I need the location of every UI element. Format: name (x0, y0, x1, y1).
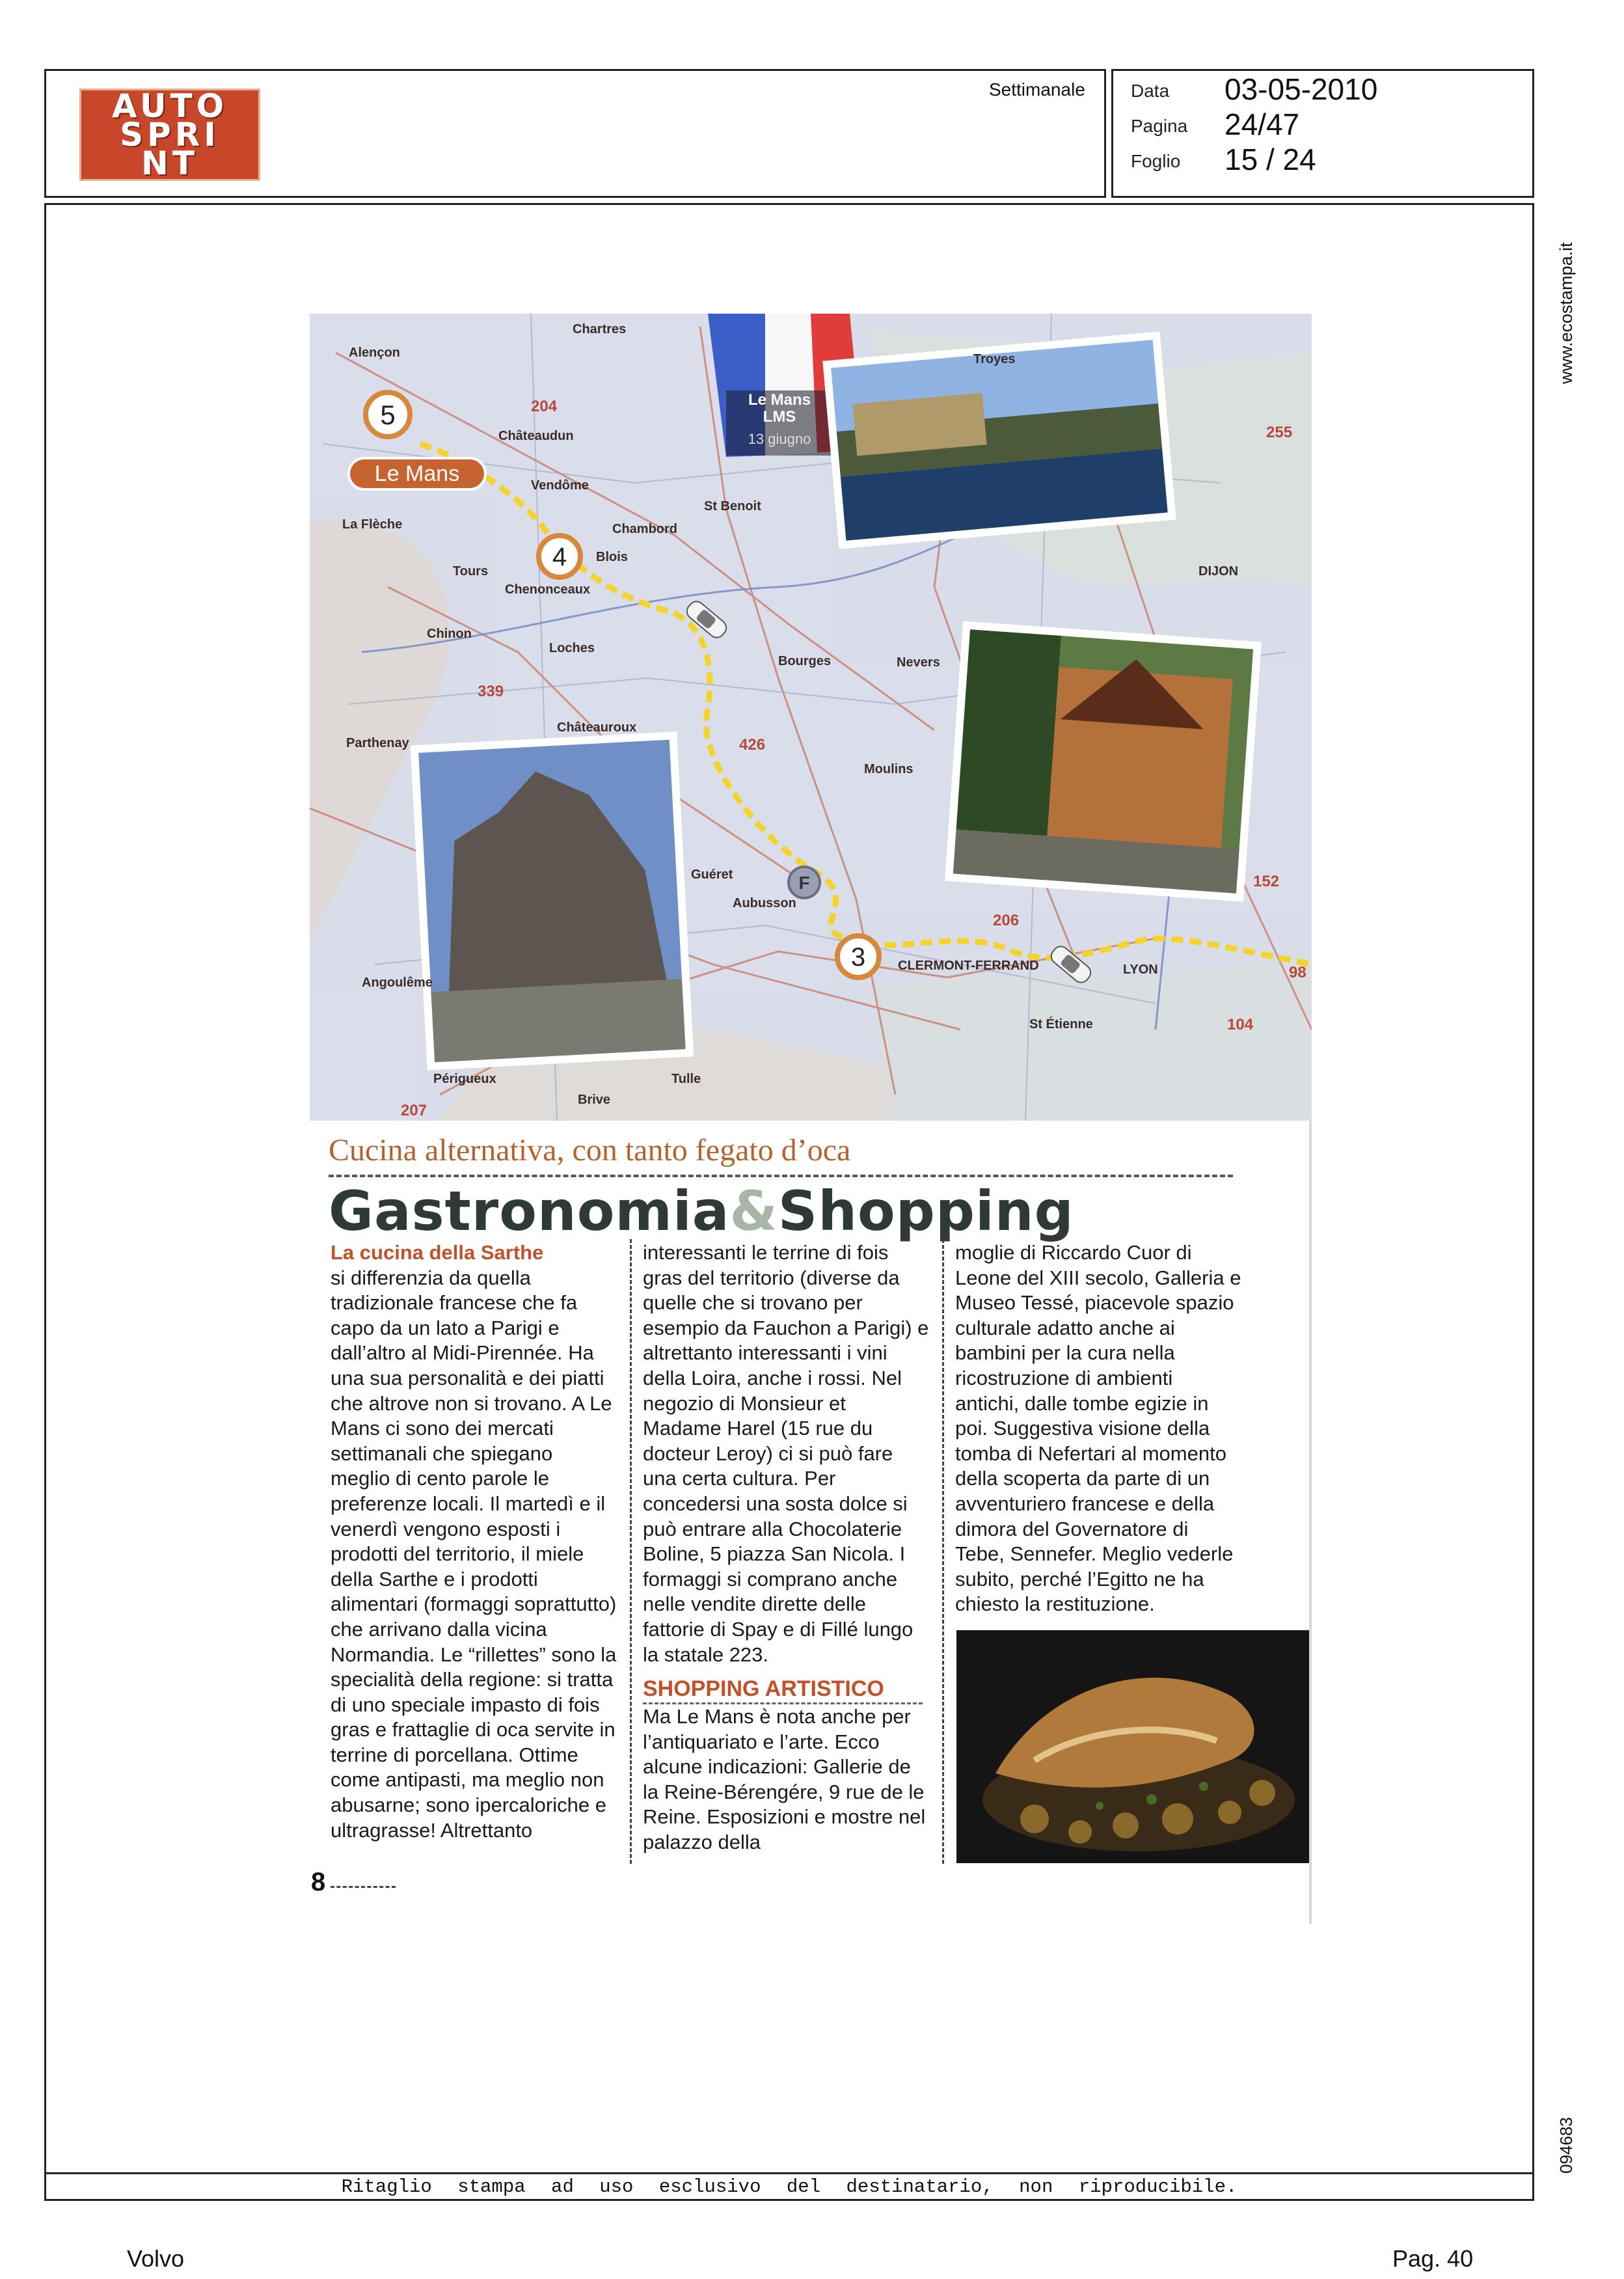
town-chateauroux: Châteauroux (557, 720, 637, 735)
route-map (310, 314, 1312, 1121)
headline-ampersand: & (729, 1179, 778, 1243)
road-104: 104 (1227, 1016, 1254, 1033)
town-aubusson: Aubusson (733, 896, 796, 910)
sheet-label: Foglio (1131, 151, 1181, 171)
f-marker (789, 867, 820, 898)
footer-client: Volvo (127, 2245, 185, 2272)
road-339: 339 (478, 683, 504, 700)
svg-text:F: F (798, 873, 810, 893)
town-chambord: Chambord (612, 522, 677, 536)
marker-5 (366, 392, 410, 437)
town-clermont-ferrand: CLERMONT-FERRAND (898, 959, 1039, 973)
footer-page: Pag. 40 (1392, 2245, 1474, 2272)
disclaimer-divider (44, 2172, 1534, 2174)
town-brive: Brive (578, 1093, 611, 1107)
town-gueret: Guéret (691, 867, 733, 882)
town-la-fleche: La Flèche (342, 517, 403, 532)
road-207: 207 (401, 1102, 427, 1119)
flag-title-line1: Le Mans (748, 391, 811, 409)
town-troyes: Troyes (973, 352, 1016, 366)
town-parthenay: Parthenay (346, 736, 409, 750)
sheet-value: 15 / 24 (1225, 143, 1316, 176)
article-column-2 (643, 1240, 929, 1855)
svg-text:Le Mans: Le Mans (374, 461, 460, 486)
cathedral-photo (411, 731, 694, 1071)
column-divider-2 (942, 1239, 944, 1864)
town-angouleme: Angoulême (362, 976, 433, 990)
headline-part-2: Shopping (778, 1179, 1074, 1243)
town-dijon: DIJON (1198, 564, 1239, 579)
town-vendome: Vendôme (531, 478, 589, 493)
town-blois: Blois (596, 550, 628, 564)
svg-text:3: 3 (850, 943, 866, 972)
date-value: 03-05-2010 (1225, 72, 1378, 106)
town-chateaudun: Châteaudun (498, 429, 574, 443)
marker-3 (837, 936, 879, 977)
page-label: Pagina (1131, 116, 1188, 136)
logo-line-3: NT (141, 144, 198, 182)
page-number-rule (331, 1886, 396, 1888)
article-edge (1309, 1121, 1312, 1924)
town-st-etienne: St Étienne (1029, 1017, 1093, 1031)
article-headline (329, 1179, 1074, 1243)
road-206: 206 (993, 912, 1020, 929)
road-255: 255 (1266, 424, 1293, 441)
column-1-text: si differenzia da quella tradizionale francese che fa capo da un lato a Parigi e dall’altro al Midi-Pirennée. Ha una sua personalità e dei piatti che altrove non si trovano. A Le Mans ci sono dei mercati settimanali che spiegano meglio di cento parole le preferenze locali. Il martedì e il venerdì vengono esposti i prodotti del territorio, il miele della Sarthe e i prodotti alimentari (formaggi soprattutto) che arrivano dalla vicina Normandia. Le “rillettes” sono la specialità della regione: si tratta di uno speciale impasto di fois gras e frattaglie di oca servite in terrine di porcellana. Ottime come antipasti, ma meglio non abusarne; sono ipercaloriche e ultragrasse! Altrettanto (331, 1266, 617, 1842)
town-nevers: Nevers (897, 655, 940, 670)
column-2-text: interessanti le terrine di fois gras del territorio (diverse da quelle che si trovano per esempio da Fauchon a Parigi) e altrettanto interessanti i vini della Loira, anche i rossi. Nel negozio di Monsieur et Madame Harel (15 rue du docteur Leroy) ci si può fare una certa cultura. Per concedersi una sosta dolce si può entrare alla Chocolaterie Boline, 5 piazza San Nicola. I formaggi si comprano anche nelle vendite dirette delle fattorie di Spay e di Fillé lungo la statale 223. (643, 1241, 929, 1666)
logo-line-2: SPRI (120, 116, 220, 154)
headline-part-1: Gastronomia (329, 1179, 730, 1243)
svg-text:4: 4 (552, 543, 567, 571)
town-tours: Tours (453, 564, 489, 579)
column-divider-1 (630, 1239, 632, 1864)
kicker-rule (329, 1175, 1233, 1177)
town-chinon: Chinon (427, 627, 472, 641)
article-kicker: Cucina alternativa, con tanto fegato d’oca (329, 1133, 851, 1167)
column-2-text-b: Ma Le Mans è nota anche per l’antiquariato e l’arte. Ecco alcune indicazioni: Gallerie de la Reine-Bérengére, 9 rue de le Reine. Esposizioni e mostre nel palazzo della (643, 1705, 926, 1854)
road-426: 426 (739, 736, 766, 754)
article-page-number: 8 (311, 1868, 326, 1896)
road-152: 152 (1253, 873, 1280, 890)
section-title-shopping: SHOPPING ARTISTICO (643, 1675, 923, 1704)
disclaimer: Ritaglio stampa ad uso esclusivo del destinatario, non riproducibile. (341, 2176, 1238, 2198)
frequency-label: Settimanale (989, 79, 1085, 100)
flag-date: 13 giugno (748, 431, 811, 447)
road-98: 98 (1289, 964, 1306, 981)
town-bourges: Bourges (778, 654, 832, 668)
page-value: 24/47 (1225, 107, 1300, 141)
town-st-benoit: St Benoit (704, 499, 761, 513)
flag-title-line2: LMS (763, 408, 796, 426)
le-mans-badge (349, 458, 485, 489)
column-3-text: moglie di Riccardo Cuor di Leone del XIII secolo, Galleria e Museo Tessé, piacevole spazio culturale adatto anche ai bambini per la cura nella ricostruzione di ambienti antichi, dalle tombe egizie in poi. Suggestiva visione della tomba di Nefertari al momento della scoperta da parte di un avventuriero francese e della dimora del Governatore di Tebe, Sennefer. Meglio vederle subito, perché l’Egitto ne ha chiesto la restituzione. (955, 1241, 1241, 1616)
town-lyon: LYON (1123, 962, 1158, 977)
town-alencon: Alençon (349, 346, 400, 360)
marker-4 (539, 536, 580, 577)
road-204: 204 (531, 398, 558, 415)
town-loches: Loches (549, 641, 595, 655)
food-photo (956, 1630, 1309, 1863)
date-label: Data (1131, 81, 1170, 101)
town-moulins: Moulins (864, 762, 914, 776)
town-perigueux: Périgueux (433, 1072, 496, 1086)
timber-house-photo (945, 621, 1262, 901)
article-column-1 (331, 1240, 617, 1843)
town-tulle: Tulle (671, 1072, 701, 1086)
article-column-3 (955, 1240, 1241, 1617)
svg-text:5: 5 (380, 400, 396, 430)
side-url: www.ecostampa.it (1556, 242, 1576, 384)
town-chenonceaux: Chenonceaux (505, 582, 591, 597)
side-code: 094683 (1556, 2117, 1576, 2174)
logo-line-1: AUTO (111, 87, 228, 125)
town-chartres: Chartres (573, 322, 627, 336)
section-title-sarthe: La cucina della Sarthe (331, 1241, 544, 1264)
autosprint-logo (79, 89, 260, 181)
